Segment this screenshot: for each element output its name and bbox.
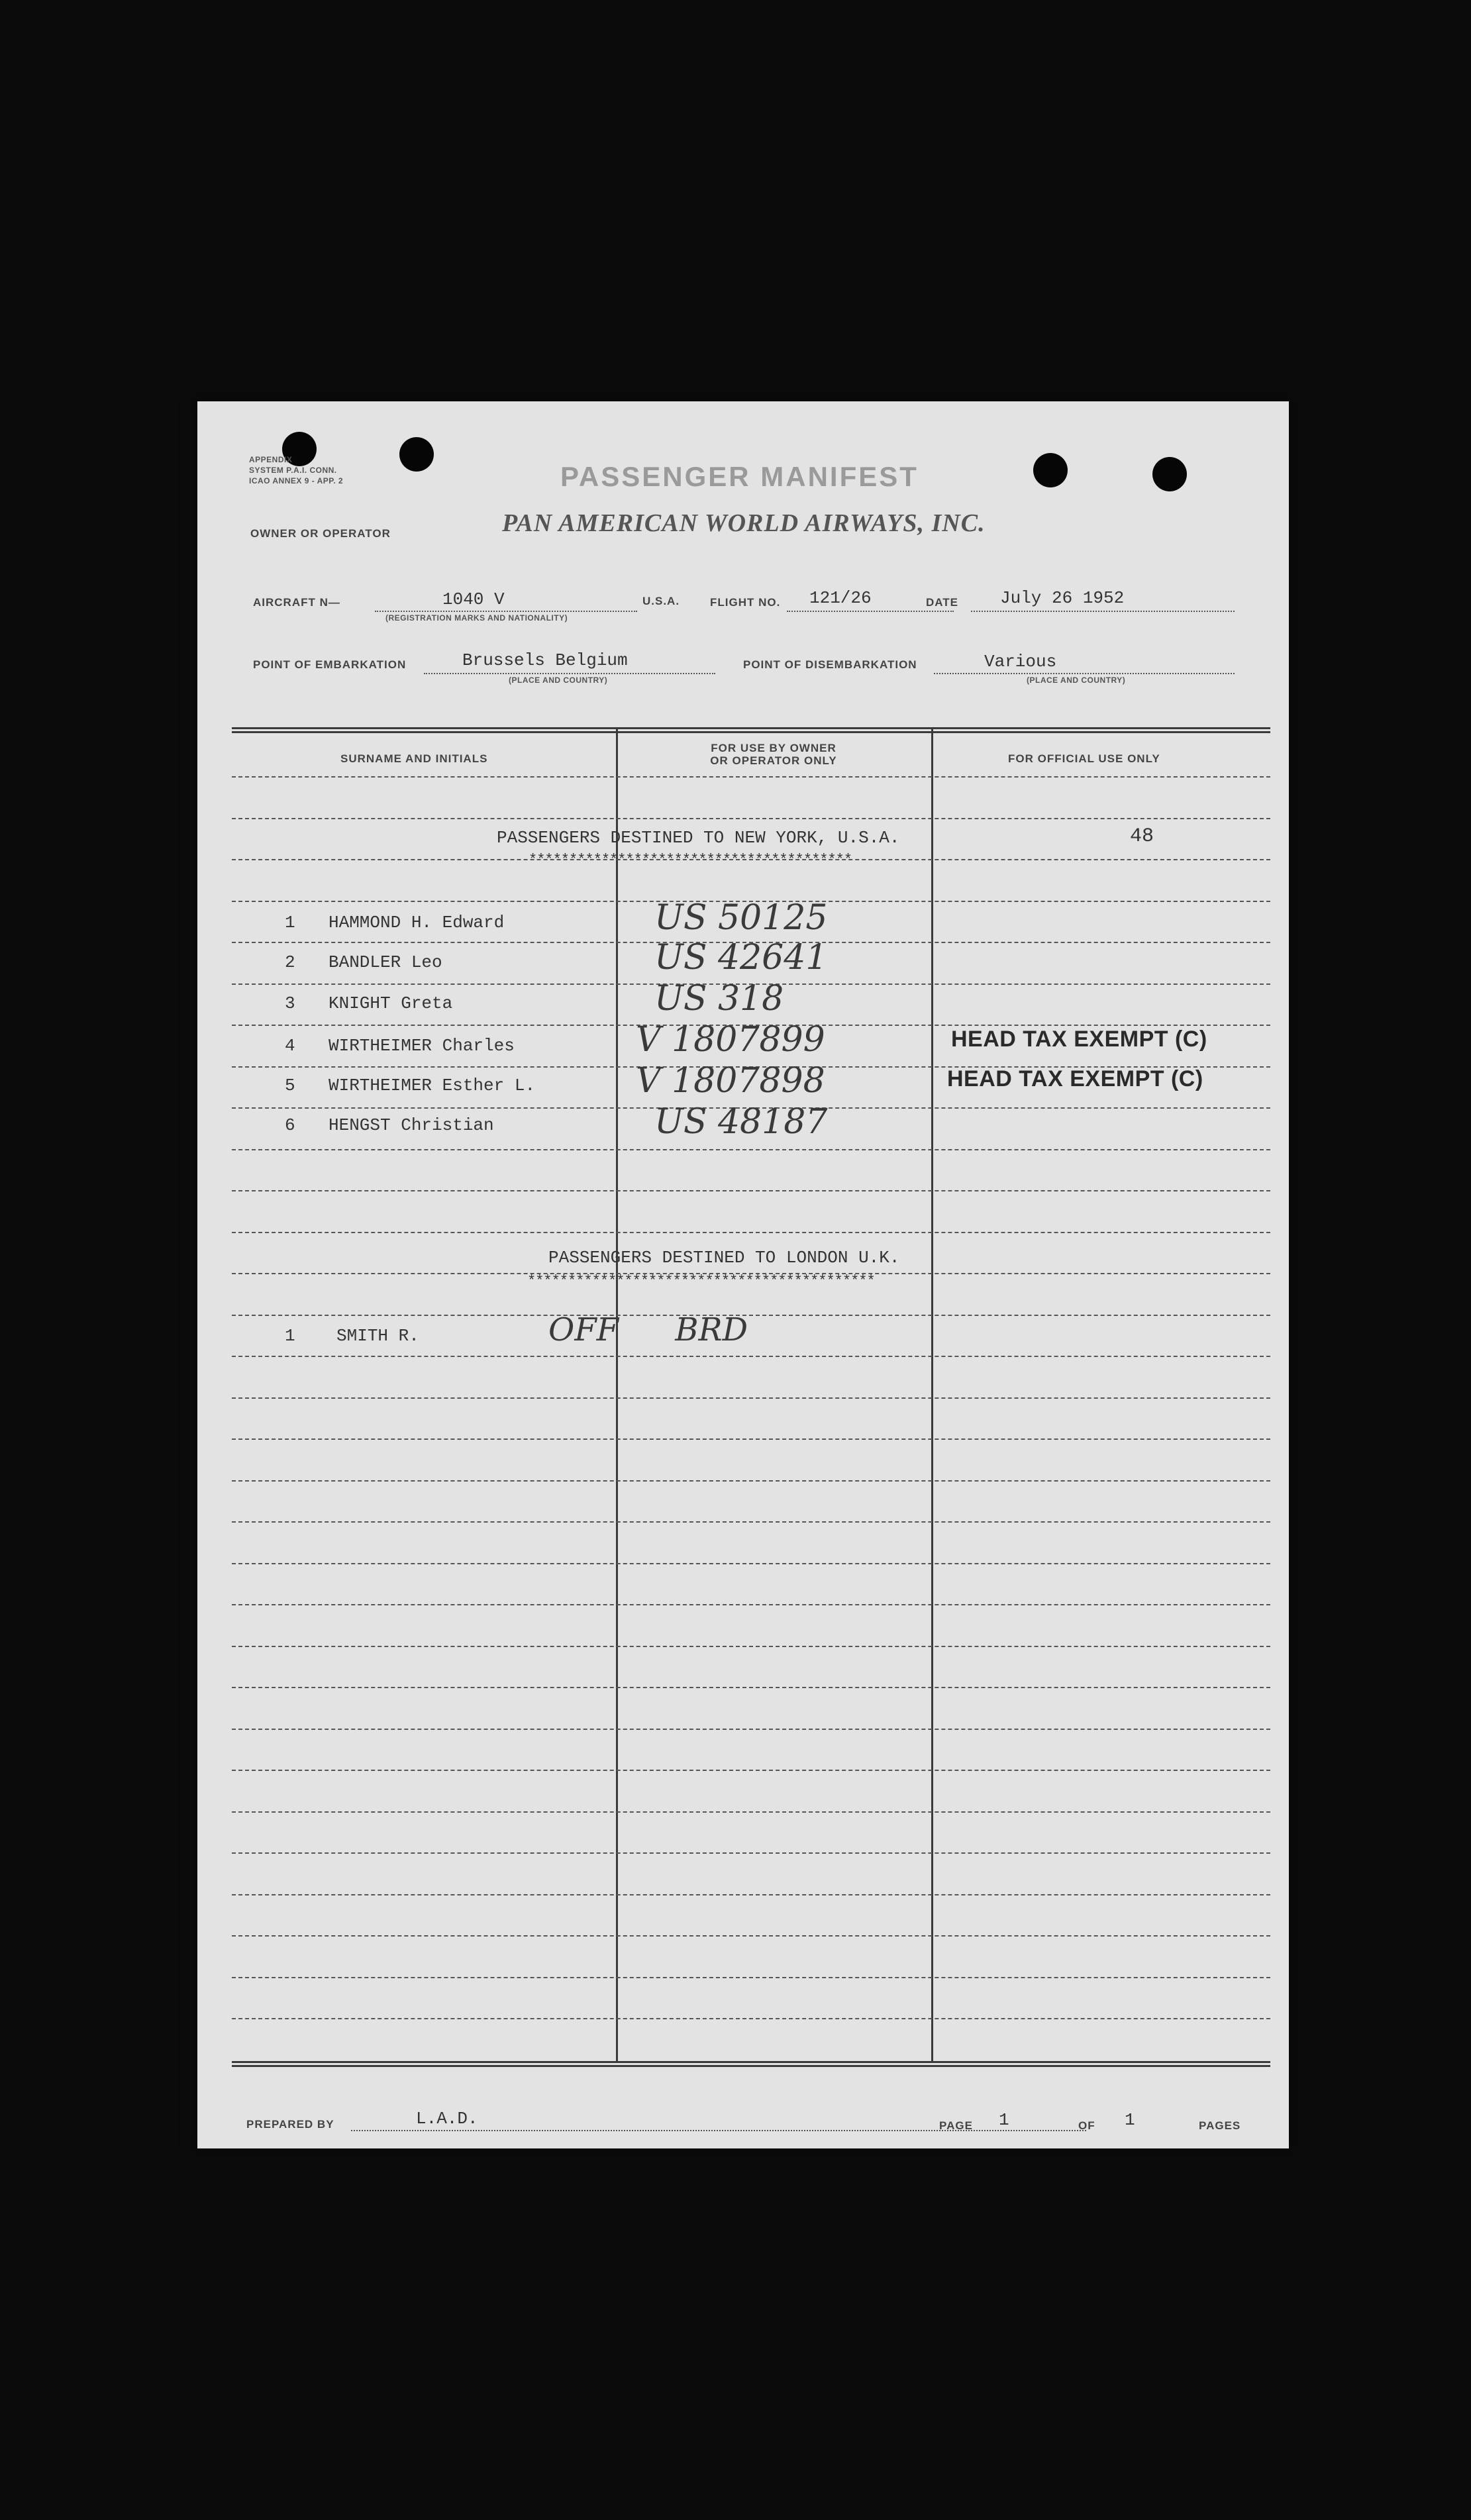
ruled-line (232, 2018, 1270, 2019)
ruled-line (232, 1852, 1270, 1854)
passenger-number: 1 (285, 913, 295, 932)
date-value: July 26 1952 (1000, 588, 1125, 608)
section-stars: ******************************************* (527, 1273, 875, 1289)
owner-note: US 50125 (654, 898, 828, 938)
ruled-line (232, 1149, 1270, 1150)
ruled-line (232, 1190, 1270, 1191)
passenger-number: 3 (285, 993, 295, 1013)
ruled-line (232, 1646, 1270, 1647)
owner-value: PAN AMERICAN WORLD AIRWAYS, INC. (502, 509, 986, 537)
ruled-line (232, 818, 1270, 819)
disembark-caption: (PLACE AND COUNTRY) (1027, 676, 1126, 685)
page-label: PAGE (939, 2119, 973, 2132)
date-label: DATE (926, 596, 959, 609)
ruled-line (232, 1604, 1270, 1605)
owner-note: US 42641 (654, 938, 828, 978)
passenger-name: HENGST Christian (329, 1115, 494, 1135)
section-heading-new-york: PASSENGERS DESTINED TO NEW YORK, U.S.A. (497, 828, 900, 848)
passenger-number: 2 (285, 952, 295, 972)
passenger-name: BANDLER Leo (329, 952, 442, 972)
pages-label: PAGES (1199, 2119, 1241, 2132)
ruled-line (232, 1480, 1270, 1482)
prepared-by-value: L.A.D. (416, 2109, 478, 2129)
table-bottom-rule (232, 2065, 1270, 2067)
official-mark: 48 (1130, 825, 1154, 848)
owner-note: US 48187 (654, 1102, 828, 1142)
owner-label: OWNER OR OPERATOR (250, 527, 391, 540)
flight-value: 121/26 (809, 588, 872, 608)
punch-hole (399, 437, 434, 472)
aircraft-caption: (REGISTRATION MARKS AND NATIONALITY) (385, 613, 568, 623)
passenger-number: 5 (285, 1076, 295, 1095)
passenger-name: SMITH R. (336, 1326, 419, 1346)
ruled-line (232, 1315, 1270, 1316)
embark-label: POINT OF EMBARKATION (253, 658, 407, 671)
head-tax-stamp: HEAD TAX EXEMPT (C) (947, 1066, 1203, 1091)
manifest-sheet (197, 401, 1289, 2148)
ruled-line (232, 1521, 1270, 1523)
owner-note: US 318 (654, 979, 784, 1019)
owner-note: V 1807899 (636, 1020, 825, 1060)
ruled-line (232, 1232, 1270, 1233)
column-divider (931, 729, 933, 2061)
punch-hole (1152, 457, 1187, 491)
section-stars: **************************************** (529, 852, 852, 868)
column-header-official: FOR OFFICIAL USE ONLY (1008, 752, 1160, 765)
ruled-line (232, 1894, 1270, 1895)
owner-note: V 1807898 (636, 1061, 825, 1101)
ruled-line (232, 1935, 1270, 1937)
ruled-line (232, 1687, 1270, 1688)
owner-note: OFF BRD (548, 1311, 748, 1348)
disembark-label: POINT OF DISEMBARKATION (743, 658, 917, 671)
column-header-surname: SURNAME AND INITIALS (340, 752, 488, 765)
section-heading-london: PASSENGERS DESTINED TO LONDON U.K. (548, 1248, 900, 1268)
disembark-value: Various (984, 652, 1057, 672)
table-top-rule (232, 731, 1270, 733)
form-title: PASSENGER MANIFEST (560, 461, 919, 492)
passenger-number: 1 (285, 1326, 295, 1346)
page-value: 1 (999, 2110, 1009, 2130)
ruled-line (232, 1770, 1270, 1771)
column-header-owner-use: FOR USE BY OWNER OR OPERATOR ONLY (710, 742, 837, 767)
punch-hole (1033, 453, 1068, 487)
column-divider (616, 729, 618, 2061)
of-label: OF (1078, 2119, 1095, 2132)
embark-value: Brussels Belgium (462, 650, 628, 670)
ruled-line (232, 1977, 1270, 1978)
aircraft-value: 1040 V (442, 589, 505, 609)
ruled-line (232, 1729, 1270, 1730)
passenger-name: KNIGHT Greta (329, 993, 453, 1013)
passenger-name: WIRTHEIMER Esther L. (329, 1076, 536, 1095)
aircraft-label: AIRCRAFT N— (253, 596, 340, 609)
passenger-name: HAMMOND H. Edward (329, 913, 505, 932)
flight-label: FLIGHT NO. (710, 596, 781, 609)
table-top-rule (232, 727, 1270, 729)
passenger-name: WIRTHEIMER Charles (329, 1036, 515, 1056)
of-value: 1 (1125, 2110, 1135, 2130)
ruled-line (232, 1356, 1270, 1357)
form-reference: APPENDIX SYSTEM P.A.I. CONN. ICAO ANNEX 9 - APP. 2 (249, 455, 344, 485)
ruled-line (232, 1811, 1270, 1813)
ruled-line (232, 1397, 1270, 1399)
embark-caption: (PLACE AND COUNTRY) (509, 676, 608, 685)
nationality: U.S.A. (642, 595, 680, 607)
table-bottom-rule (232, 2061, 1270, 2063)
ruled-line (232, 1438, 1270, 1440)
passenger-number: 4 (285, 1036, 295, 1056)
head-tax-stamp: HEAD TAX EXEMPT (C) (951, 1027, 1207, 1052)
ruled-line (232, 1563, 1270, 1564)
passenger-number: 6 (285, 1115, 295, 1135)
ruled-line (232, 776, 1270, 778)
prepared-by-label: PREPARED BY (246, 2118, 334, 2131)
